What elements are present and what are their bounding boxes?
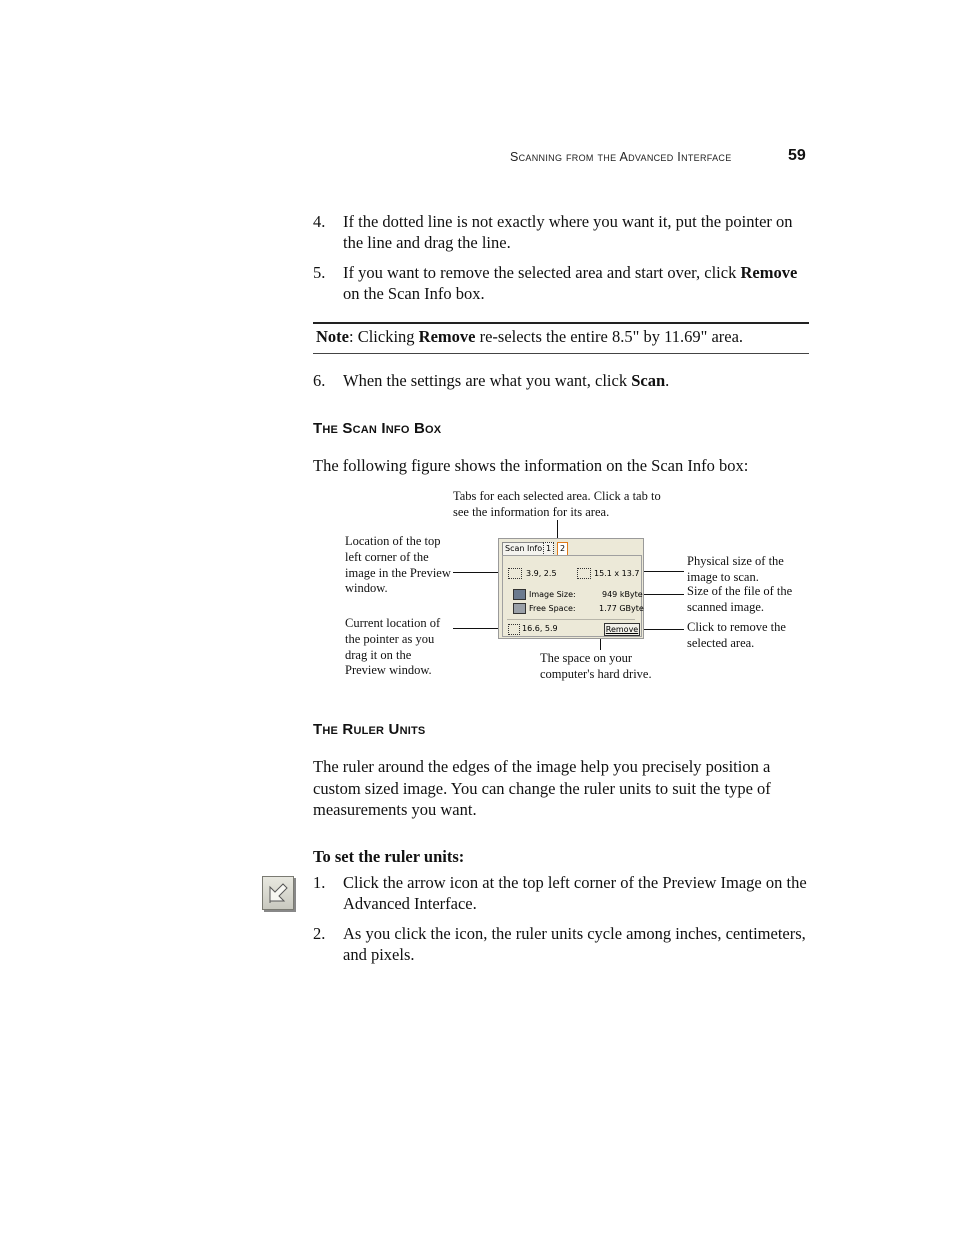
tab-area-1[interactable]: 1 xyxy=(543,542,554,556)
section-heading-ruler-units: The Ruler Units xyxy=(313,721,426,738)
leader-file-size xyxy=(644,594,684,595)
panel-divider xyxy=(507,619,635,620)
callout-file-size: Size of the file of the scanned image. xyxy=(687,584,793,614)
leader-physical-size xyxy=(644,571,684,572)
pointer-value: 16.6, 5.9 xyxy=(522,624,558,633)
callout-disk-space: The space on your computer's hard drive. xyxy=(540,651,652,681)
step-number: 4. xyxy=(313,212,326,231)
page-number: 59 xyxy=(788,147,806,164)
step-number: 6. xyxy=(313,371,326,390)
image-size-icon xyxy=(513,589,526,600)
step-text: Click the arrow icon at the top left corner of the Preview Image on the Advanced Interface. xyxy=(343,873,807,913)
step-text: If you want to remove the selected area and start over, click Remove on the Scan Info box. xyxy=(343,263,798,303)
scan-info-intro: The following figure shows the information on the Scan Info box: xyxy=(313,456,749,475)
top-left-corner-icon xyxy=(508,568,522,579)
image-size-label: Image Size: xyxy=(529,590,576,599)
step-number: 1. xyxy=(313,873,326,892)
size-icon xyxy=(577,568,591,579)
scan-info-panel xyxy=(502,555,642,637)
remove-button[interactable]: Remove xyxy=(605,625,639,634)
callout-tabs: Tabs for each selected area. Click a tab to see the information for its area. xyxy=(453,489,661,519)
note-top-rule xyxy=(313,322,809,324)
image-size-value: 949 kByte xyxy=(602,590,643,599)
scan-keyword: Scan xyxy=(631,371,666,390)
tab-area-2[interactable]: 2 xyxy=(557,542,568,555)
arrow-icon-glyph xyxy=(263,877,293,909)
step-text: If the dotted line is not exactly where you want it, put the pointer on the line and drag the line. xyxy=(343,212,793,252)
step-text: When the settings are what you want, click Scan. xyxy=(343,371,670,390)
ruler-arrow-icon xyxy=(262,876,294,910)
note-bottom-rule xyxy=(313,353,809,354)
remove-keyword: Remove xyxy=(740,263,798,282)
size-value: 15.1 x 13.7 xyxy=(594,569,640,578)
section-heading-scan-info: The Scan Info Box xyxy=(313,420,442,437)
callout-remove: Click to remove the selected area. xyxy=(687,620,786,650)
disk-icon xyxy=(513,603,526,614)
tab-scan-info[interactable]: Scan Info xyxy=(502,542,545,555)
note-label: Note xyxy=(316,327,349,346)
top-left-value: 3.9, 2.5 xyxy=(526,569,557,578)
callout-physical-size: Physical size of the image to scan. xyxy=(687,554,784,584)
step-text: As you click the icon, the ruler units cycle among inches, centimeters, and pixels. xyxy=(343,924,806,964)
leader-remove xyxy=(644,629,684,630)
free-space-label: Free Space: xyxy=(529,604,576,613)
ruler-subheading: To set the ruler units: xyxy=(313,847,465,866)
callout-location-top-left: Location of the top left corner of the image in the Preview window. xyxy=(345,534,451,596)
running-header-title: Scanning from the Advanced Interface xyxy=(510,150,732,164)
note: Note: Clicking Remove re-selects the entire 8.5" by 11.69" area. xyxy=(316,327,744,346)
step-number: 5. xyxy=(313,263,326,282)
scan-info-box xyxy=(498,538,644,639)
free-space-value: 1.77 GByte xyxy=(599,604,644,613)
pointer-icon xyxy=(508,624,520,635)
ruler-paragraph: The ruler around the edges of the image help you precisely position a custom sized image. You can change the ruler units to suit the type of measurements you want. xyxy=(313,757,771,819)
step-number: 2. xyxy=(313,924,326,943)
callout-pointer-location: Current location of the pointer as you drag it on the Preview window. xyxy=(345,616,441,678)
